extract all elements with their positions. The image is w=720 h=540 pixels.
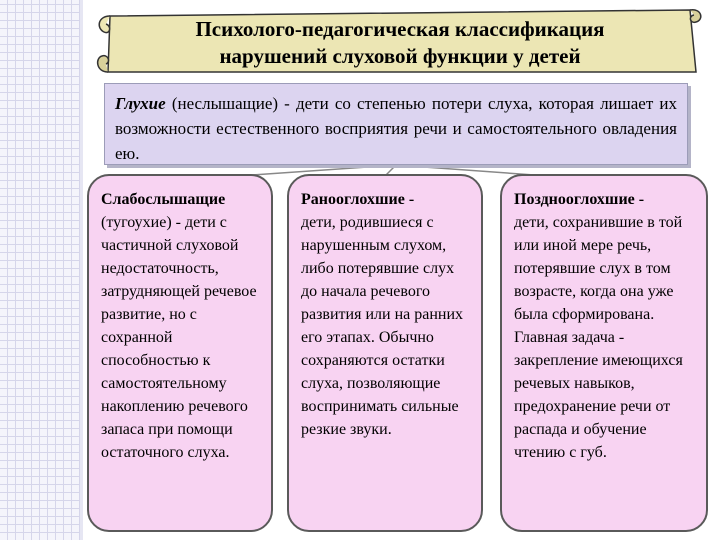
- deaf-term: Глухие: [115, 94, 166, 113]
- card-text: дети, сохранившие в той или иной мере речь, потерявшие слух в том возрасте, когда она уже была сформирована. Главная задача - закрепление имеющихся речевых навыков, предохранение речи от распада и обучение чтению с губ.: [514, 214, 683, 461]
- deaf-text: (неслышащие) - дети со степенью потери слуха, которая лишает их возможности естественного восприятия речи и самостоятельного овладения ею.: [115, 94, 677, 163]
- card-heading: Ранооглохшие -: [301, 191, 415, 208]
- deaf-definition-box: [104, 83, 688, 165]
- title-line-1: Психолого-педагогическая классификация: [195, 17, 605, 41]
- card-heading: Слабослышащие: [101, 191, 226, 208]
- card-text: дети, родившиеся с нарушенным слухом, либо потерявшие слух до начала речевого развития или на ранних его этапах. Обычно сохраняются остатки слуха, позволяющие воспринимать сильные резкие звуки.: [301, 214, 464, 438]
- card-text: (тугоухие) - дети с частичной слуховой недостаточность, затрудняющей речевое развитие, но с сохранной способностью к самостоятельному накоплению речевого запаса при помощи остаточного слуха.: [101, 214, 257, 461]
- card-hard-of-hearing: [87, 174, 273, 532]
- card-late-deafened: [500, 174, 708, 532]
- card-early-deafened: [287, 174, 483, 532]
- card-heading: Позднооглохшие -: [514, 191, 645, 208]
- title-line-2: нарушений слуховой функции у детей: [219, 44, 581, 68]
- page-title: [140, 16, 660, 70]
- title-scroll-banner: [96, 6, 704, 74]
